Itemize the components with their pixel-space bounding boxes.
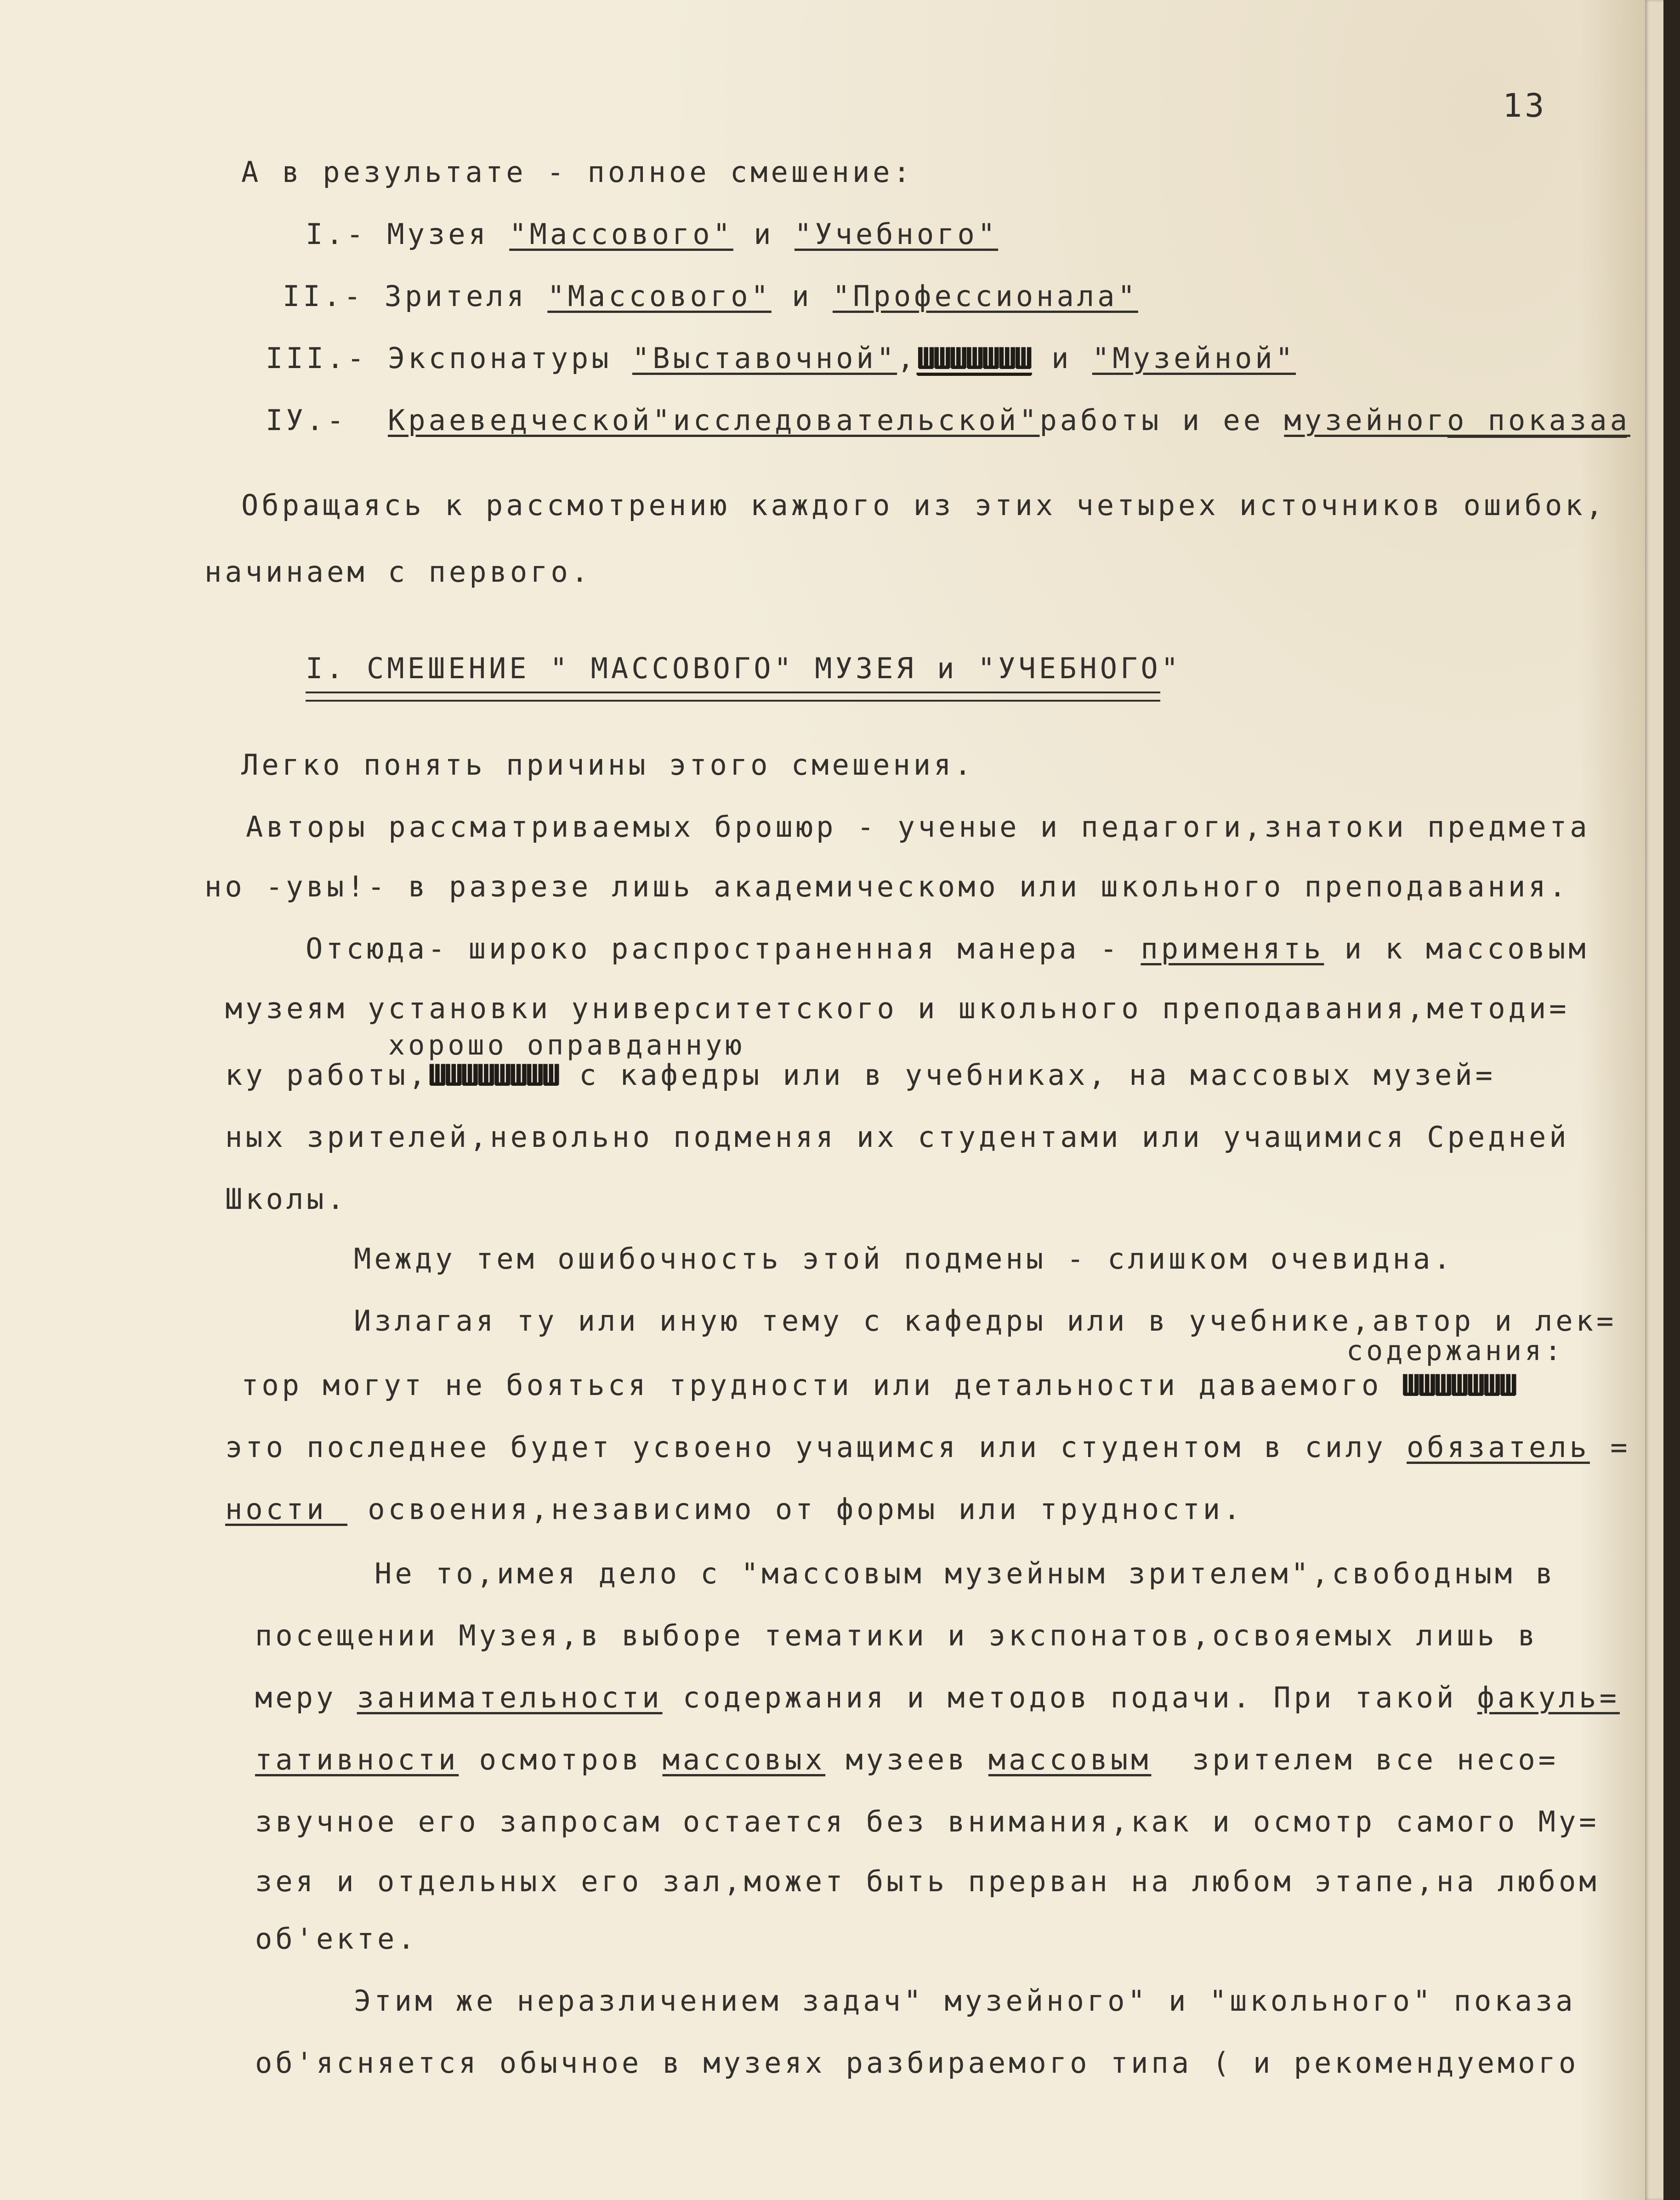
body-line: звучное его запросам остается без внимания,как и осмотр самого Му=: [255, 1805, 1600, 1838]
body-line: [306, 930, 1589, 967]
section-heading: I. СМЕШЕНИЕ " МАССОВОГО" МУЗЕЯ и "УЧЕБНОГО": [306, 652, 1182, 685]
body-text: освоения,независимо от формы или трудности.: [347, 1492, 1244, 1526]
item-text: Музея: [387, 217, 510, 251]
body-line: об'екте.: [255, 1922, 418, 1956]
underlined-word: применять: [1141, 932, 1324, 965]
body-line: Излагая ту или иную тему с кафедры или в учебнике,автор и лек=: [354, 1304, 1617, 1338]
body-line: Школы.: [225, 1182, 347, 1216]
body-text: музеев: [825, 1743, 988, 1776]
underlined-word: обязатель: [1406, 1430, 1590, 1464]
body-line: об'ясняется обычное в музеях разбираемого типа ( и рекомендуемого: [255, 2046, 1579, 2080]
list-item-4: [266, 402, 1630, 439]
body-line: [255, 1679, 1620, 1716]
list-item-1: [306, 216, 998, 253]
body-line: [225, 1429, 1631, 1466]
struck-out-word: ШШШШШШШ: [1402, 1368, 1516, 1402]
body-line: музеям установки университетского и школьного преподавания,методи=: [225, 992, 1570, 1025]
underlined-word: массовых: [662, 1743, 826, 1776]
body-line: ных зрителей,невольно подменяя их студентами или учащимися Средней: [225, 1120, 1570, 1154]
item-term-b: "Профессионала": [832, 279, 1138, 313]
underlined-word: ности: [225, 1492, 347, 1526]
underlined-word: тативности: [255, 1743, 459, 1776]
underlined-word: занимательности: [357, 1681, 663, 1714]
body-line: Легко понять причины этого смешения.: [241, 748, 975, 782]
struck-out-word: ШШШШШШШШ: [429, 1058, 559, 1092]
list-item-3: [266, 340, 1296, 377]
item-number: I.-: [306, 217, 367, 251]
body-text: и к массовым: [1324, 932, 1589, 965]
item-conj: и: [1031, 341, 1092, 375]
body-line: Этим же неразличением задач" музейного" и "школьного" показа: [354, 1984, 1576, 2018]
body-line: [255, 1741, 1559, 1778]
body-line: но -увы!- в разрезе лишь академическомо или школьного преподавания.: [204, 870, 1569, 903]
item-text: Экспонатуры: [387, 341, 632, 375]
item-term-a: Краеведческой"исследовательской": [387, 403, 1040, 437]
item-end: а: [1610, 403, 1630, 437]
item-term-b: "Музейной": [1092, 341, 1296, 375]
underline-extension: [1447, 436, 1627, 438]
body-text: Отсюда- широко распространенная манера -: [306, 932, 1141, 965]
body-line: посещении Музея,в выборе тематики и экспонатов,освояемых лишь в: [255, 1619, 1538, 1652]
body-line: [225, 1491, 1243, 1528]
underlying-page-edge: [1645, 0, 1663, 2200]
typed-insertion: хорошо оправданную: [388, 1029, 745, 1061]
item-number: IУ.-: [266, 403, 347, 437]
item-conj: и: [733, 217, 795, 251]
body-line: Авторы рассматриваемых брошюр - ученые и педагоги,знатоки предмета: [246, 810, 1590, 844]
body-text: =: [1589, 1430, 1631, 1464]
intro-line: А в результате - полное смешение:: [241, 155, 914, 189]
paragraph-line: начинаем с первого.: [204, 555, 592, 589]
body-text: зрителем все несо=: [1151, 1743, 1559, 1776]
item-comma: ,: [897, 341, 918, 375]
struck-out-word: ШШШШШШШ: [917, 341, 1031, 375]
body-text: осмотров: [459, 1743, 663, 1776]
body-line: Между тем ошибочность этой подмены - слишком очевидна.: [354, 1242, 1454, 1276]
underlined-word: факуль=: [1477, 1681, 1620, 1714]
item-number: III.-: [266, 341, 368, 375]
body-text: ку работы,: [225, 1058, 429, 1092]
item-term-a: "Массового": [509, 217, 733, 251]
body-line: [225, 1057, 1496, 1094]
body-line: [241, 1367, 1516, 1404]
item-term-b: "Учебного": [794, 217, 999, 251]
item-text: работы и ее: [1039, 403, 1284, 437]
item-text: Зрителя: [384, 279, 548, 313]
body-text: тор могут не бояться трудности или детальности даваемого: [241, 1368, 1402, 1402]
item-term-a: "Массового": [547, 279, 772, 313]
body-text: с кафедры или в учебниках, на массовых музей=: [558, 1058, 1496, 1092]
typed-insertion: содержания:: [1346, 1335, 1565, 1367]
page-number: 13: [1503, 87, 1547, 125]
underlined-word: массовым: [988, 1743, 1152, 1776]
body-text: содержания и методов подачи. При такой: [662, 1681, 1477, 1714]
item-number: II.-: [283, 279, 364, 313]
heading-double-underline: [306, 692, 1160, 702]
item-conj: и: [771, 279, 833, 313]
body-line: Не то,имея дело с "массовым музейным зрителем",свободным в: [375, 1557, 1556, 1590]
paragraph-line: Обращаясь к рассмотрению каждого из этих четырех источников ошибок,: [241, 488, 1606, 522]
body-text: это последнее будет усвоено учащимся или студентом в силу: [225, 1430, 1407, 1464]
list-item-2: [283, 278, 1138, 315]
item-term-a: "Выставочной": [632, 341, 897, 375]
body-text: меру: [255, 1681, 357, 1714]
item-term-b: музейного показа: [1284, 403, 1610, 437]
body-line: зея и отдельных его зал,может быть прерван на любом этапе,на любом: [255, 1865, 1600, 1898]
